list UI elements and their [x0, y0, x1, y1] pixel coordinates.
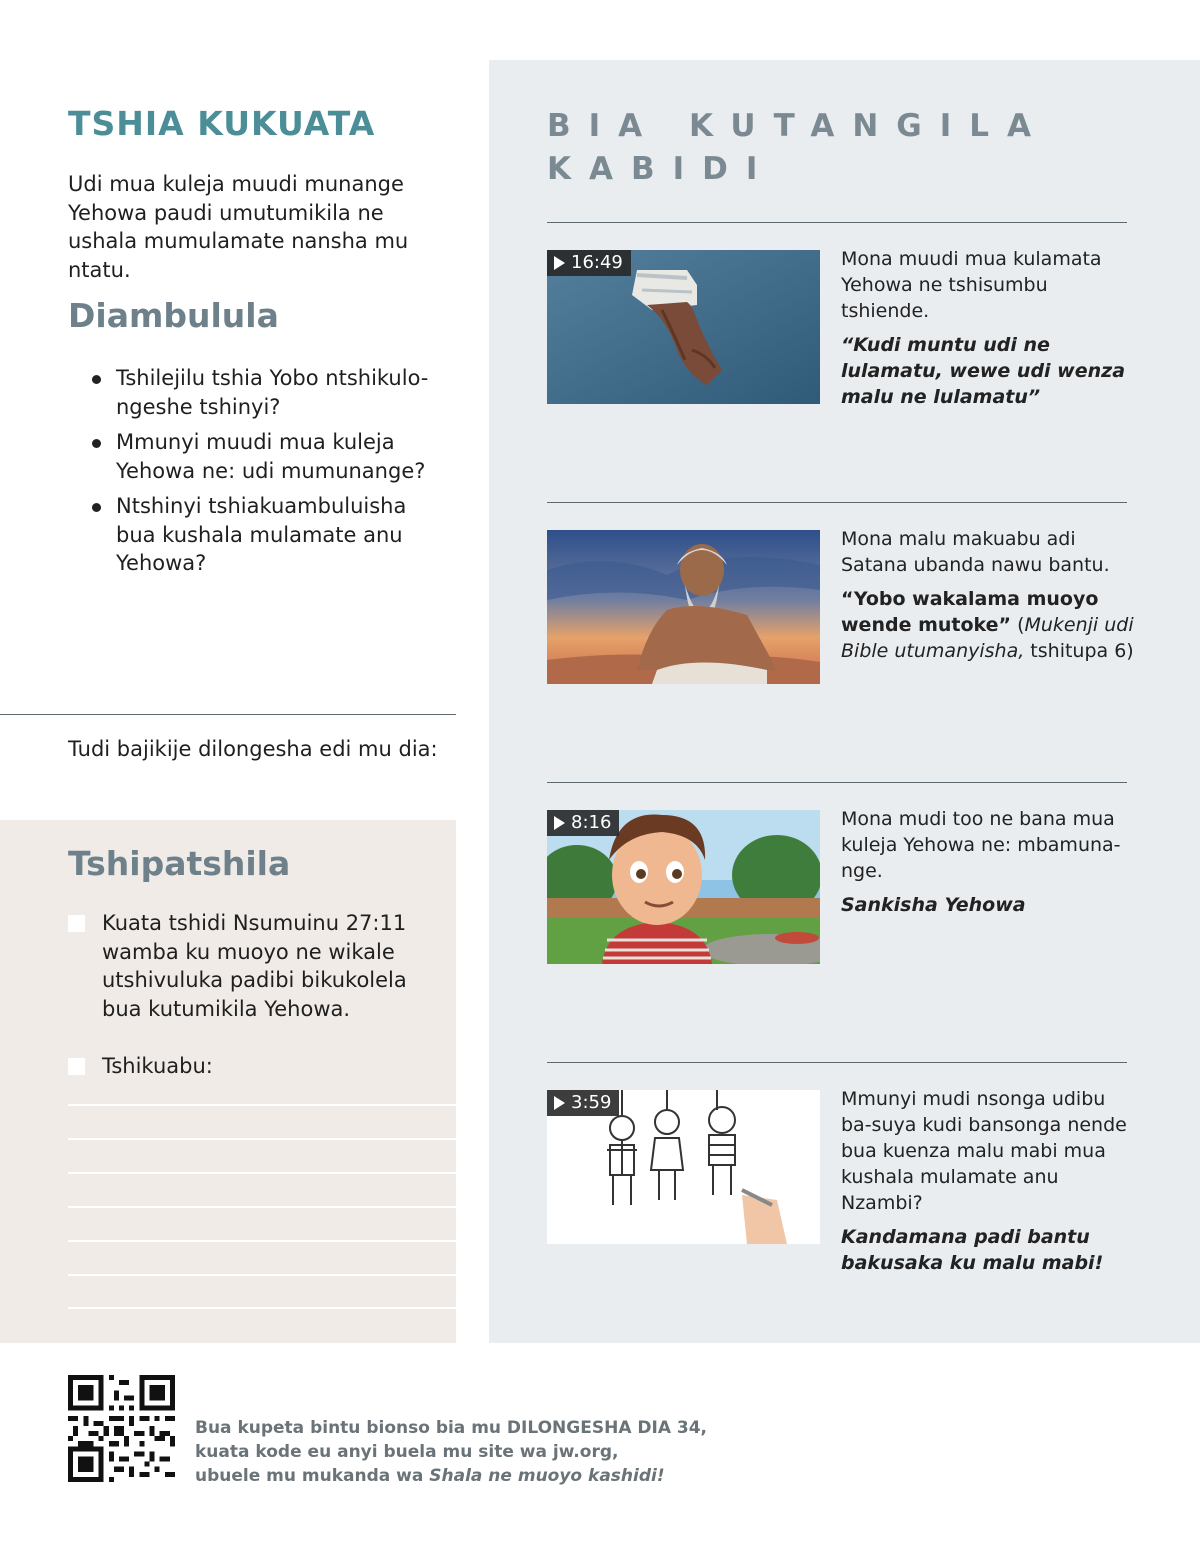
footer-line-prefix: ubuele mu mukanda wa — [195, 1466, 430, 1486]
video-description: Mona muudi mua kulamata Yehowa ne tshisumbu tshiende. — [841, 248, 1102, 322]
video-reference[interactable] — [841, 586, 1136, 664]
write-line[interactable] — [68, 1274, 456, 1276]
video-reference-link[interactable]: Sankisha Yehowa — [841, 894, 1026, 916]
learned-date-label: Tudi bajikije dilongesha edi mu dia: — [68, 737, 438, 761]
job-illustration-icon — [547, 530, 820, 684]
task-item — [68, 909, 448, 1023]
reference-paren: ( — [1011, 614, 1025, 636]
practice-heading: Tshipatshila — [68, 844, 291, 883]
write-line[interactable] — [68, 1104, 456, 1106]
task-text: Kuata tshidi Nsumuinu 27:11 wamba ku muoyo ne wikale utshivuluka padibi bikukolela bua kutumikila Yehowa. — [102, 911, 407, 1021]
play-icon — [554, 816, 565, 830]
divider — [547, 222, 1127, 223]
question-text: Tshilejilu tshia Yobo ntshikulo-ngeshe tshinyi? — [116, 366, 429, 419]
practice-panel — [0, 820, 456, 1343]
video-description: Mona malu makuabu adi Satana ubanda nawu bantu. — [841, 528, 1110, 576]
bullet-icon — [92, 375, 101, 384]
video-thumbnail[interactable] — [547, 250, 820, 404]
task-item — [68, 1052, 448, 1081]
video-thumbnail[interactable] — [547, 810, 820, 964]
video-text — [841, 1086, 1136, 1276]
write-line[interactable] — [68, 1307, 456, 1309]
video-text — [841, 806, 1136, 918]
video-thumbnail[interactable] — [547, 1090, 820, 1244]
task-text: Tshikuabu: — [102, 1054, 213, 1078]
duration-text: 8:16 — [571, 812, 612, 833]
review-questions — [92, 364, 452, 585]
lesson-heading: TSHIA KUKUATA — [68, 104, 376, 143]
checkbox[interactable] — [68, 915, 85, 932]
list-item — [92, 364, 452, 421]
video-description: Mona mudi too ne bana mua kuleja Yehowa ne: mbamuna-nge. — [841, 808, 1121, 882]
duration-text: 3:59 — [571, 1092, 612, 1113]
play-icon — [554, 256, 565, 270]
divider — [547, 1062, 1127, 1063]
footer-text — [195, 1416, 707, 1488]
write-line[interactable] — [68, 1172, 456, 1174]
question-text: Mmunyi muudi mua kuleja Yehowa ne: udi mumunange? — [116, 430, 426, 483]
question-text: Ntshinyi tshiakuambuluisha bua kushala mulamate anu Yehowa? — [116, 494, 407, 575]
footer-line: kuata kode eu anyi buela mu site wa jw.org, — [195, 1442, 619, 1462]
video-reference-link[interactable]: “Kudi muntu udi ne lulamatu, wewe udi wenza malu ne lulamatu” — [841, 334, 1126, 408]
duration-badge — [547, 250, 631, 276]
bullet-icon — [92, 439, 101, 448]
reference-source: Mukenji udi Bible utumanyisha, — [841, 614, 1134, 662]
video-text — [841, 246, 1136, 410]
video-text — [841, 526, 1136, 664]
divider — [547, 782, 1127, 783]
footer-line — [195, 1464, 707, 1488]
write-line[interactable] — [68, 1138, 456, 1140]
checkbox[interactable] — [68, 1058, 85, 1075]
play-icon — [554, 1096, 565, 1110]
duration-badge — [547, 810, 619, 836]
list-item — [92, 428, 452, 485]
duration-text: 16:49 — [571, 252, 623, 273]
divider — [547, 502, 1127, 503]
explore-heading: BIA KUTANGILA KABIDI — [547, 108, 1049, 187]
video-description: Mmunyi mudi nsonga udibu ba-suya kudi bansonga nende bua kuenza malu mabi mua kushala mulamate anu Nzambi? — [841, 1088, 1127, 1214]
write-line[interactable] — [68, 1240, 456, 1242]
bullet-icon — [92, 503, 101, 512]
list-item — [92, 492, 452, 578]
divider — [0, 714, 456, 715]
lesson-intro: Udi mua kuleja muudi munange Yehowa paudi umutumikila ne ushala mumulamate nansha mu ntatu. — [68, 172, 409, 282]
video-reference-link[interactable]: Kandamana padi bantu bakusaka ku malu mabi! — [841, 1226, 1104, 1274]
video-thumbnail[interactable] — [547, 530, 820, 684]
write-line[interactable] — [68, 1206, 456, 1208]
book-title: Shala ne muoyo kashidi! — [429, 1466, 665, 1486]
reference-section: tshitupa 6) — [1024, 640, 1134, 662]
duration-badge — [547, 1090, 619, 1116]
reference-title[interactable]: “Yobo wakalama muoyo wende mutoke” — [841, 588, 1099, 636]
footer-line: Bua kupeta bintu bionso bia mu DILONGESHA DIA 34, — [195, 1418, 708, 1438]
qr-code-icon[interactable] — [68, 1375, 175, 1482]
review-heading: Diambulula — [68, 296, 279, 335]
